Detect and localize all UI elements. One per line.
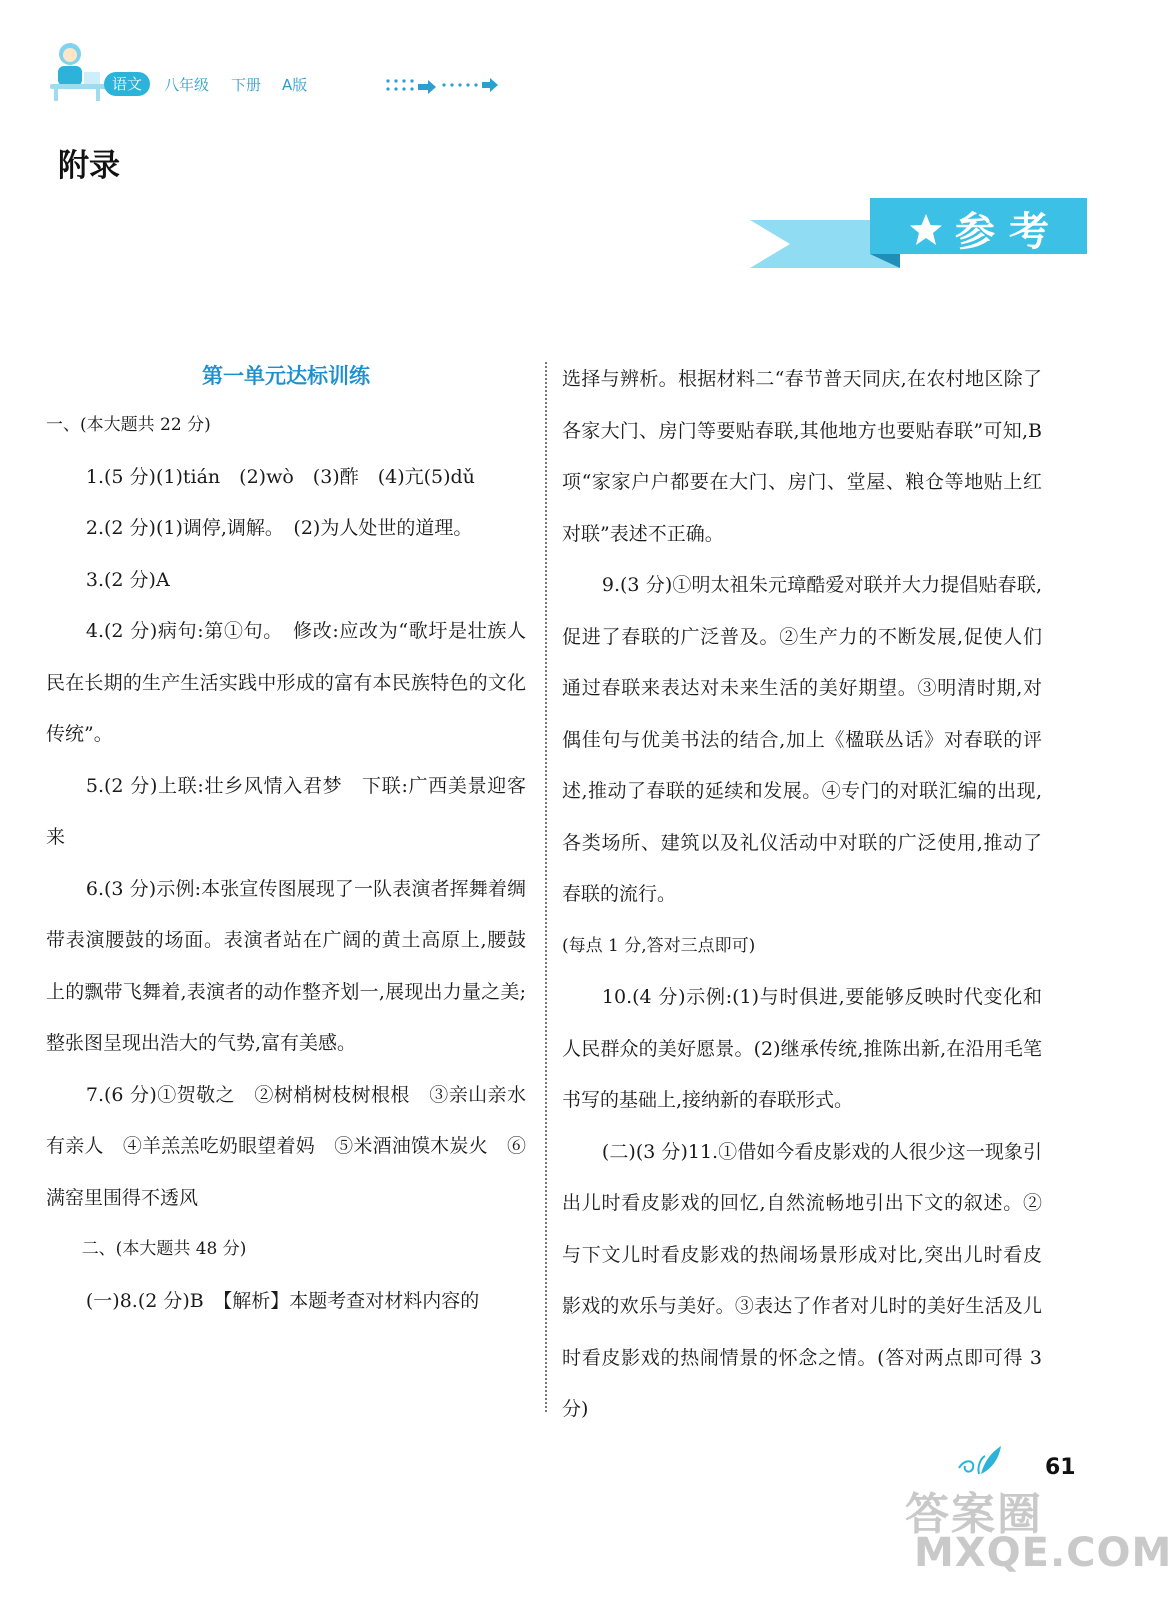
mascot-icon [48, 38, 108, 102]
section-title: 第一单元达标训练 [202, 363, 370, 388]
answer-item: 4.(2 分)病句:第①句。 修改:应改为“歌圩是壮族人民在长期的生产生活实践中形成的富有本民族特色的文化传统”。 [46, 620, 526, 745]
page-title: 附录 [58, 148, 120, 184]
question-group-heading: 二、(本大题共 48 分) [81, 1239, 247, 1259]
watermark-en: MXQE.COM [914, 1530, 1172, 1576]
answer-item: 3.(2 分)A [85, 568, 170, 591]
question-group-heading: 一、(本大题共 22 分) [46, 415, 211, 435]
column-divider [545, 362, 547, 1412]
page-header [48, 36, 568, 106]
flourish-icon [955, 1444, 1005, 1478]
answer-item: (二)(3 分)11.①借如今看皮影戏的人很少这一现象引出儿时看皮影戏的回忆,自然流畅地引出下文的叙述。②与下文儿时看皮影戏的热闹场景形成对比,突出儿时看皮影戏的欢乐与美好。③表达了作者对儿时的美好生活及儿时看皮影戏的热闹情景的怀念之情。(答对两点即可得 3 分) [562, 1140, 1042, 1420]
watermark-cn: 答案圈 [905, 1489, 1043, 1540]
answer-item: 6.(3 分)示例:本张宣传图展现了一队表演者挥舞着绸带表演腰鼓的场面。表演者站在广阔的黄土高原上,腰鼓上的飘带飞舞着,表演者的动作整齐划一,展现出力量之美;整张图呈现出浩大的气势,富有美感。 [46, 877, 526, 1054]
answer-item: 选择与辨析。根据材料二“春节普天同庆,在农村地区除了各家大门、房门等要贴春联,其他地方也要贴春联”可知,B项“家家户户都要在大门、房门、堂屋、粮仓等地贴上红对联”表述不正确。 [562, 368, 1042, 545]
subject-badge: 语文 [104, 72, 150, 96]
scoring-note: (每点 1 分,答对三点即可) [562, 935, 756, 956]
answer-item: 1.(5 分)(1)tián (2)wò (3)酢 (4)亢(5)dǔ [85, 465, 475, 488]
answer-item: (一)8.(2 分)B 【解析】本题考查对材料内容的 [85, 1289, 480, 1312]
answer-item: 9.(3 分)①明太祖朱元璋酷爱对联并大力提倡贴春联,促进了春联的广泛普及。②生产力的不断发展,促使人们通过春联来表达对未来生活的美好期望。③明清时期,对偶佳句与优美书法的结合,加上《楹联丛话》对春联的评述,推动了春联的延续和发展。④专门的对联汇编的出现,各类场所、建筑以及礼仪活动中对联的广泛使用,推动了春联的流行。 [562, 574, 1042, 905]
edition-label: A版 [282, 76, 308, 94]
answer-item: 2.(2 分)(1)调停,调解。 (2)为人处世的道理。 [85, 517, 473, 539]
volume-label: 下册 [231, 76, 262, 94]
answer-item: 10.(4 分)示例:(1)与时俱进,要能够反映时代变化和人民群众的美好愿景。(2)继承传统,推陈出新,在沿用毛笔书写的基础上,接纳新的春联形式。 [562, 986, 1042, 1111]
answer-column-left [46, 354, 526, 1327]
answer-item: 7.(6 分)①贺敬之 ②树梢树枝树根根 ③亲山亲水有亲人 ④羊羔羔吃奶眼望着妈 ⑤米酒油馍木炭火 ⑥满窑里围得不透风 [46, 1083, 526, 1209]
dots-arrow-icon [384, 76, 504, 94]
grade-label: 八年级 [164, 76, 210, 94]
answer-item: 5.(2 分)上联:壮乡风情入君梦 下联:广西美景迎客来 [46, 774, 526, 848]
answer-column-right [562, 354, 1042, 1436]
star-icon [908, 212, 944, 248]
page-number: 61 [1045, 1455, 1076, 1480]
banner-label: 参考 [955, 208, 1063, 255]
